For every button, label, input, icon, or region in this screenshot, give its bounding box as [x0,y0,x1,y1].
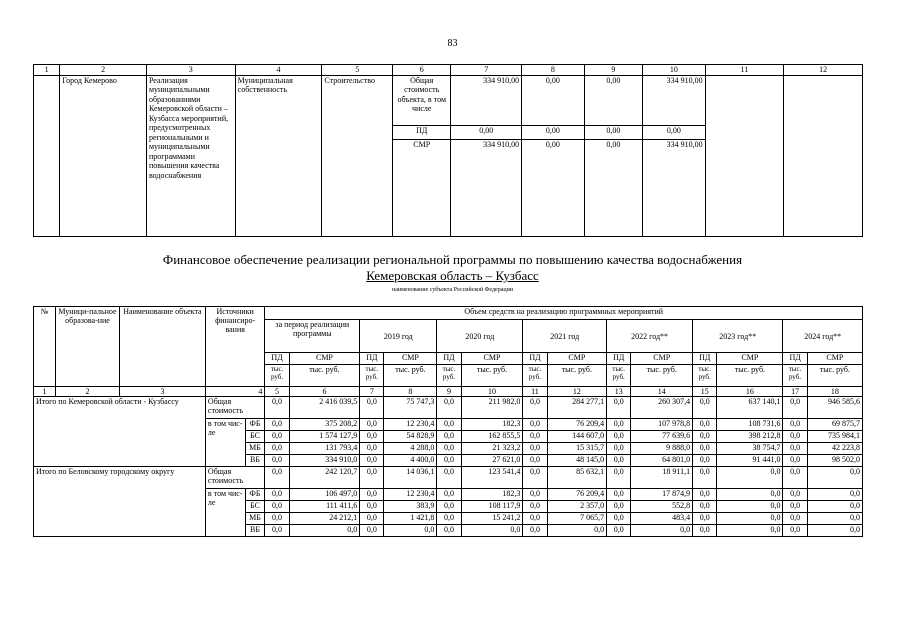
value-cell: 242 120,7 [289,467,360,489]
value-cell: 552,8 [631,501,693,513]
value-cell: 0,0 [437,513,461,525]
value-cell: 211 982,0 [461,397,523,419]
value-cell: 1 421,8 [384,513,437,525]
cost-label-cell: Общая стоимость объекта, в том числе [392,75,450,125]
value-cell: 0,0 [523,455,547,467]
value-cell: 398 212,8 [717,431,783,443]
unit-cell: тыс. руб. [717,365,783,387]
value-cell: 0,0 [693,525,717,537]
unit-cell: тыс. руб. [693,365,717,387]
value-cell: 0,00 [584,125,642,139]
value-cell: 12 230,4 [384,489,437,501]
value-cell: 0,0 [360,431,384,443]
col-number: 14 [631,387,693,397]
value-cell: 0,0 [360,455,384,467]
unit-cell: тыс. руб. [384,365,437,387]
pd-header: ПД [607,353,631,365]
value-cell: 0,0 [265,419,289,431]
value-cell: 0,0 [607,397,631,419]
value-cell: 2 357,0 [547,501,607,513]
value-cell: 0,0 [360,397,384,419]
page-number: 83 [447,38,458,49]
value-cell: 18 911,1 [631,467,693,489]
section-title: Финансовое обеспечение реализации региональной программы по повышению качества водоснабжения [162,252,743,267]
value-cell: 0,0 [631,525,693,537]
header-no: № [34,307,56,387]
value-cell: 0,0 [783,419,807,431]
smr-label-cell: СМР [392,139,450,236]
value-cell: 0,0 [265,467,289,489]
value-cell: 0,0 [807,501,862,513]
value-cell: 4 400,0 [384,455,437,467]
pd-label-cell: ПД [392,125,450,139]
value-cell: 0,0 [607,431,631,443]
value-cell: 0,0 [384,525,437,537]
row-number-cell [34,75,60,236]
value-cell: 0,0 [523,501,547,513]
unit-cell: тыс. руб. [289,365,360,387]
value-cell: 85 632,1 [547,467,607,489]
pd-header: ПД [360,353,384,365]
source-code-cell: ВБ [245,455,265,467]
value-cell: 0,0 [523,513,547,525]
col-number: 3 [119,387,205,397]
value-cell: 0,0 [607,501,631,513]
col-number: 4 [205,387,265,397]
value-cell: 0,0 [437,419,461,431]
value-cell: 0,0 [693,455,717,467]
value-cell: 12 230,4 [384,419,437,431]
value-cell: 0,0 [717,489,783,501]
municipality-cell: Город Кемерово [60,75,147,236]
value-cell: 0,0 [437,501,461,513]
col-number: 3 [146,65,235,76]
header-row-1 [34,307,863,320]
col-number: 12 [784,65,863,76]
source-code-cell: ФБ [245,489,265,501]
value-cell: 0,0 [265,455,289,467]
value-cell: 42 223,8 [807,443,862,455]
top-col-numbers-row [34,65,863,76]
unit-cell: тыс. руб. [783,365,807,387]
group-total-row [34,467,863,489]
value-cell: 0,0 [547,525,607,537]
col-number: 5 [265,387,289,397]
col-number: 10 [461,387,523,397]
value-cell: 15 241,2 [461,513,523,525]
value-cell: 0,0 [437,443,461,455]
period-header: 2021 год [523,320,607,353]
value-cell: 0,0 [717,513,783,525]
col-number: 5 [322,65,393,76]
value-cell: 0,0 [717,501,783,513]
value-cell: 0,0 [437,431,461,443]
value-cell: 0,0 [607,467,631,489]
value-cell: 0,0 [807,489,862,501]
value-cell: 0,0 [523,419,547,431]
value-cell: 383,9 [384,501,437,513]
unit-cell: тыс. руб. [631,365,693,387]
top-object-table [33,64,863,237]
value-cell: 0,0 [607,525,631,537]
period-header: 2020 год [437,320,523,353]
pd-header: ПД [693,353,717,365]
value-cell: 0,0 [693,397,717,419]
value-cell: 0,0 [523,397,547,419]
value-cell: 0,0 [693,501,717,513]
period-header: 2019 год [360,320,437,353]
unit-cell: тыс. руб. [360,365,384,387]
value-cell: 0,0 [693,513,717,525]
value-cell: 0,0 [607,513,631,525]
empty-cell [784,75,863,236]
value-cell: 111 411,6 [289,501,360,513]
col-number: 10 [643,65,706,76]
value-cell: 0,0 [265,397,289,419]
smr-header: СМР [807,353,862,365]
value-cell: 0,0 [265,501,289,513]
col-number: 8 [522,65,585,76]
col-number: 6 [392,65,450,76]
value-cell: 0,0 [693,489,717,501]
source-code-cell: ВБ [245,525,265,537]
period-header: 2023 год** [693,320,783,353]
type-cell: Строительство [322,75,393,236]
value-cell: 0,00 [643,125,706,139]
value-cell: 15 315,7 [547,443,607,455]
value-cell: 334 910,00 [451,75,522,125]
unit-cell: тыс. руб. [547,365,607,387]
value-cell: 1 574 127,9 [289,431,360,443]
total-label-cell: Общая стоимость [205,467,265,489]
col-number: 7 [360,387,384,397]
value-cell: 334 910,00 [643,139,706,236]
value-cell: 0,0 [461,525,523,537]
subject-note: наименование субъекта Российской Федерации [391,287,514,293]
header-object: Наименование объекта [119,307,205,387]
value-cell: 106 497,0 [289,489,360,501]
value-cell: 0,0 [693,467,717,489]
col-number: 2 [60,65,147,76]
value-cell: 0,00 [522,139,585,236]
subject-name: Кемеровская область – Кузбасс [366,268,539,283]
value-cell: 0,0 [607,419,631,431]
value-cell: 0,0 [265,443,289,455]
value-cell: 0,0 [360,525,384,537]
value-cell: 0,0 [717,467,783,489]
col-number: 9 [584,65,642,76]
source-code-cell: БС [245,501,265,513]
col-number: 7 [451,65,522,76]
value-cell: 98 502,0 [807,455,862,467]
period-header: 2024 год** [783,320,863,353]
value-cell: 0,0 [523,525,547,537]
col-number: 8 [384,387,437,397]
value-cell: 0,00 [522,125,585,139]
value-cell: 0,0 [693,419,717,431]
value-cell: 0,0 [607,443,631,455]
pd-header: ПД [437,353,461,365]
value-cell: 0,0 [807,467,862,489]
value-cell: 21 323,2 [461,443,523,455]
value-cell: 7 065,7 [547,513,607,525]
col-number: 13 [607,387,631,397]
value-cell: 0,0 [360,467,384,489]
value-cell: 131 793,4 [289,443,360,455]
col-numbers-row [34,387,863,397]
value-cell: 123 541,4 [461,467,523,489]
value-cell: 0,0 [693,431,717,443]
header-sources: Источники финансиро-вания [205,307,265,387]
value-cell: 0,0 [783,501,807,513]
group-name-cell: Итого по Беловскому городскому округу [34,467,206,537]
value-cell: 27 621,0 [461,455,523,467]
value-cell: 0,0 [360,501,384,513]
value-cell: 334 910,00 [451,139,522,236]
col-number: 15 [693,387,717,397]
value-cell: 0,0 [693,443,717,455]
value-cell: 0,00 [522,75,585,125]
unit-cell: тыс. руб. [523,365,547,387]
value-cell: 108 117,9 [461,501,523,513]
value-cell: 0,0 [265,525,289,537]
value-cell: 144 607,0 [547,431,607,443]
groups-body [34,397,863,537]
unit-cell: тыс. руб. [607,365,631,387]
value-cell: 0,0 [265,431,289,443]
smr-header: СМР [717,353,783,365]
value-cell: 0,0 [437,397,461,419]
value-cell: 0,0 [783,525,807,537]
col-number: 17 [783,387,807,397]
value-cell: 0,0 [437,525,461,537]
smr-header: СМР [384,353,437,365]
in-total-cell: в том чис-ле [205,489,245,537]
value-cell: 182,3 [461,489,523,501]
smr-header: СМР [461,353,523,365]
value-cell: 182,3 [461,419,523,431]
value-cell: 0,0 [437,467,461,489]
value-cell: 14 036,1 [384,467,437,489]
value-cell: 0,0 [717,525,783,537]
unit-cell: тыс. руб. [461,365,523,387]
ownership-cell: Муниципальная собственность [235,75,322,236]
value-cell: 0,0 [783,513,807,525]
value-cell: 946 585,6 [807,397,862,419]
pd-header: ПД [783,353,807,365]
unit-cell: тыс. руб. [807,365,862,387]
value-cell: 0,0 [523,431,547,443]
value-cell: 0,0 [523,489,547,501]
value-cell: 162 855,5 [461,431,523,443]
value-cell: 0,0 [783,467,807,489]
value-cell: 75 747,3 [384,397,437,419]
value-cell: 77 639,6 [631,431,693,443]
value-cell: 38 754,7 [717,443,783,455]
value-cell: 0,0 [437,455,461,467]
smr-header: СМР [631,353,693,365]
col-number: 9 [437,387,461,397]
group-total-row [34,397,863,419]
value-cell: 0,00 [584,139,642,236]
group-name-cell: Итого по Кемеровской области - Кузбассу [34,397,206,467]
value-cell: 0,0 [607,455,631,467]
col-number: 2 [56,387,120,397]
value-cell: 54 828,9 [384,431,437,443]
value-cell: 334 910,00 [643,75,706,125]
value-cell: 0,00 [584,75,642,125]
value-cell: 108 731,6 [717,419,783,431]
value-cell: 17 874,9 [631,489,693,501]
unit-cell: тыс. руб. [437,365,461,387]
col-number: 16 [717,387,783,397]
value-cell: 76 209,4 [547,489,607,501]
value-cell: 260 307,4 [631,397,693,419]
value-cell: 64 801,0 [631,455,693,467]
empty-cell [705,75,784,236]
value-cell: 0,0 [783,443,807,455]
value-cell: 0,0 [360,513,384,525]
value-cell: 0,0 [437,489,461,501]
pd-header: ПД [523,353,547,365]
value-cell: 0,0 [523,467,547,489]
value-cell: 0,0 [807,513,862,525]
unit-cell: тыс. руб. [265,365,289,387]
value-cell: 0,0 [807,525,862,537]
value-cell: 483,4 [631,513,693,525]
value-cell: 2 416 039,5 [289,397,360,419]
col-number: 4 [235,65,322,76]
source-code-cell: МБ [245,513,265,525]
value-cell: 0,0 [783,397,807,419]
source-code-cell: ФБ [245,419,265,431]
source-code-cell: БС [245,431,265,443]
value-cell: 0,0 [783,455,807,467]
period-header: 2022 год** [607,320,693,353]
period-header: за период реализации программы [265,320,360,353]
value-cell: 4 288,0 [384,443,437,455]
value-cell: 0,0 [607,489,631,501]
value-cell: 91 441,0 [717,455,783,467]
in-total-cell: в том чис-ле [205,419,245,467]
value-cell: 0,0 [265,489,289,501]
value-cell: 9 888,0 [631,443,693,455]
value-cell: 48 145,0 [547,455,607,467]
value-cell: 0,00 [451,125,522,139]
source-code-cell: МБ [245,443,265,455]
value-cell: 24 212,1 [289,513,360,525]
value-cell: 637 140,1 [717,397,783,419]
col-number: 18 [807,387,862,397]
value-cell: 0,0 [783,489,807,501]
header-municipality: Муници-пальное образова-ние [56,307,120,387]
col-number: 1 [34,65,60,76]
value-cell: 107 978,8 [631,419,693,431]
total-label-cell: Общая стоимость [205,397,265,419]
value-cell: 0,0 [360,489,384,501]
value-cell: 375 208,2 [289,419,360,431]
col-number: 11 [705,65,784,76]
measure-cell: Реализация муниципальными образованиями Кемеровской области – Кузбасса мероприятий, предусмотренных региональными и муниципальными программами повышения качества водоснабжения [146,75,235,236]
col-number: 12 [547,387,607,397]
value-cell: 69 875,7 [807,419,862,431]
col-number: 1 [34,387,56,397]
value-cell: 0,0 [289,525,360,537]
col-number: 11 [523,387,547,397]
value-cell: 0,0 [360,419,384,431]
smr-header: СМР [547,353,607,365]
value-cell: 0,0 [265,513,289,525]
value-cell: 0,0 [783,431,807,443]
value-cell: 0,0 [523,443,547,455]
top-data-row [34,75,863,125]
value-cell: 334 910,0 [289,455,360,467]
smr-header: СМР [289,353,360,365]
value-cell: 735 984,1 [807,431,862,443]
pd-header: ПД [265,353,289,365]
header-volume: Объем средств на реализацию программных мероприятий [265,307,863,320]
financing-table [33,306,863,537]
value-cell: 76 209,4 [547,419,607,431]
value-cell: 0,0 [360,443,384,455]
col-number: 6 [289,387,360,397]
value-cell: 284 277,1 [547,397,607,419]
